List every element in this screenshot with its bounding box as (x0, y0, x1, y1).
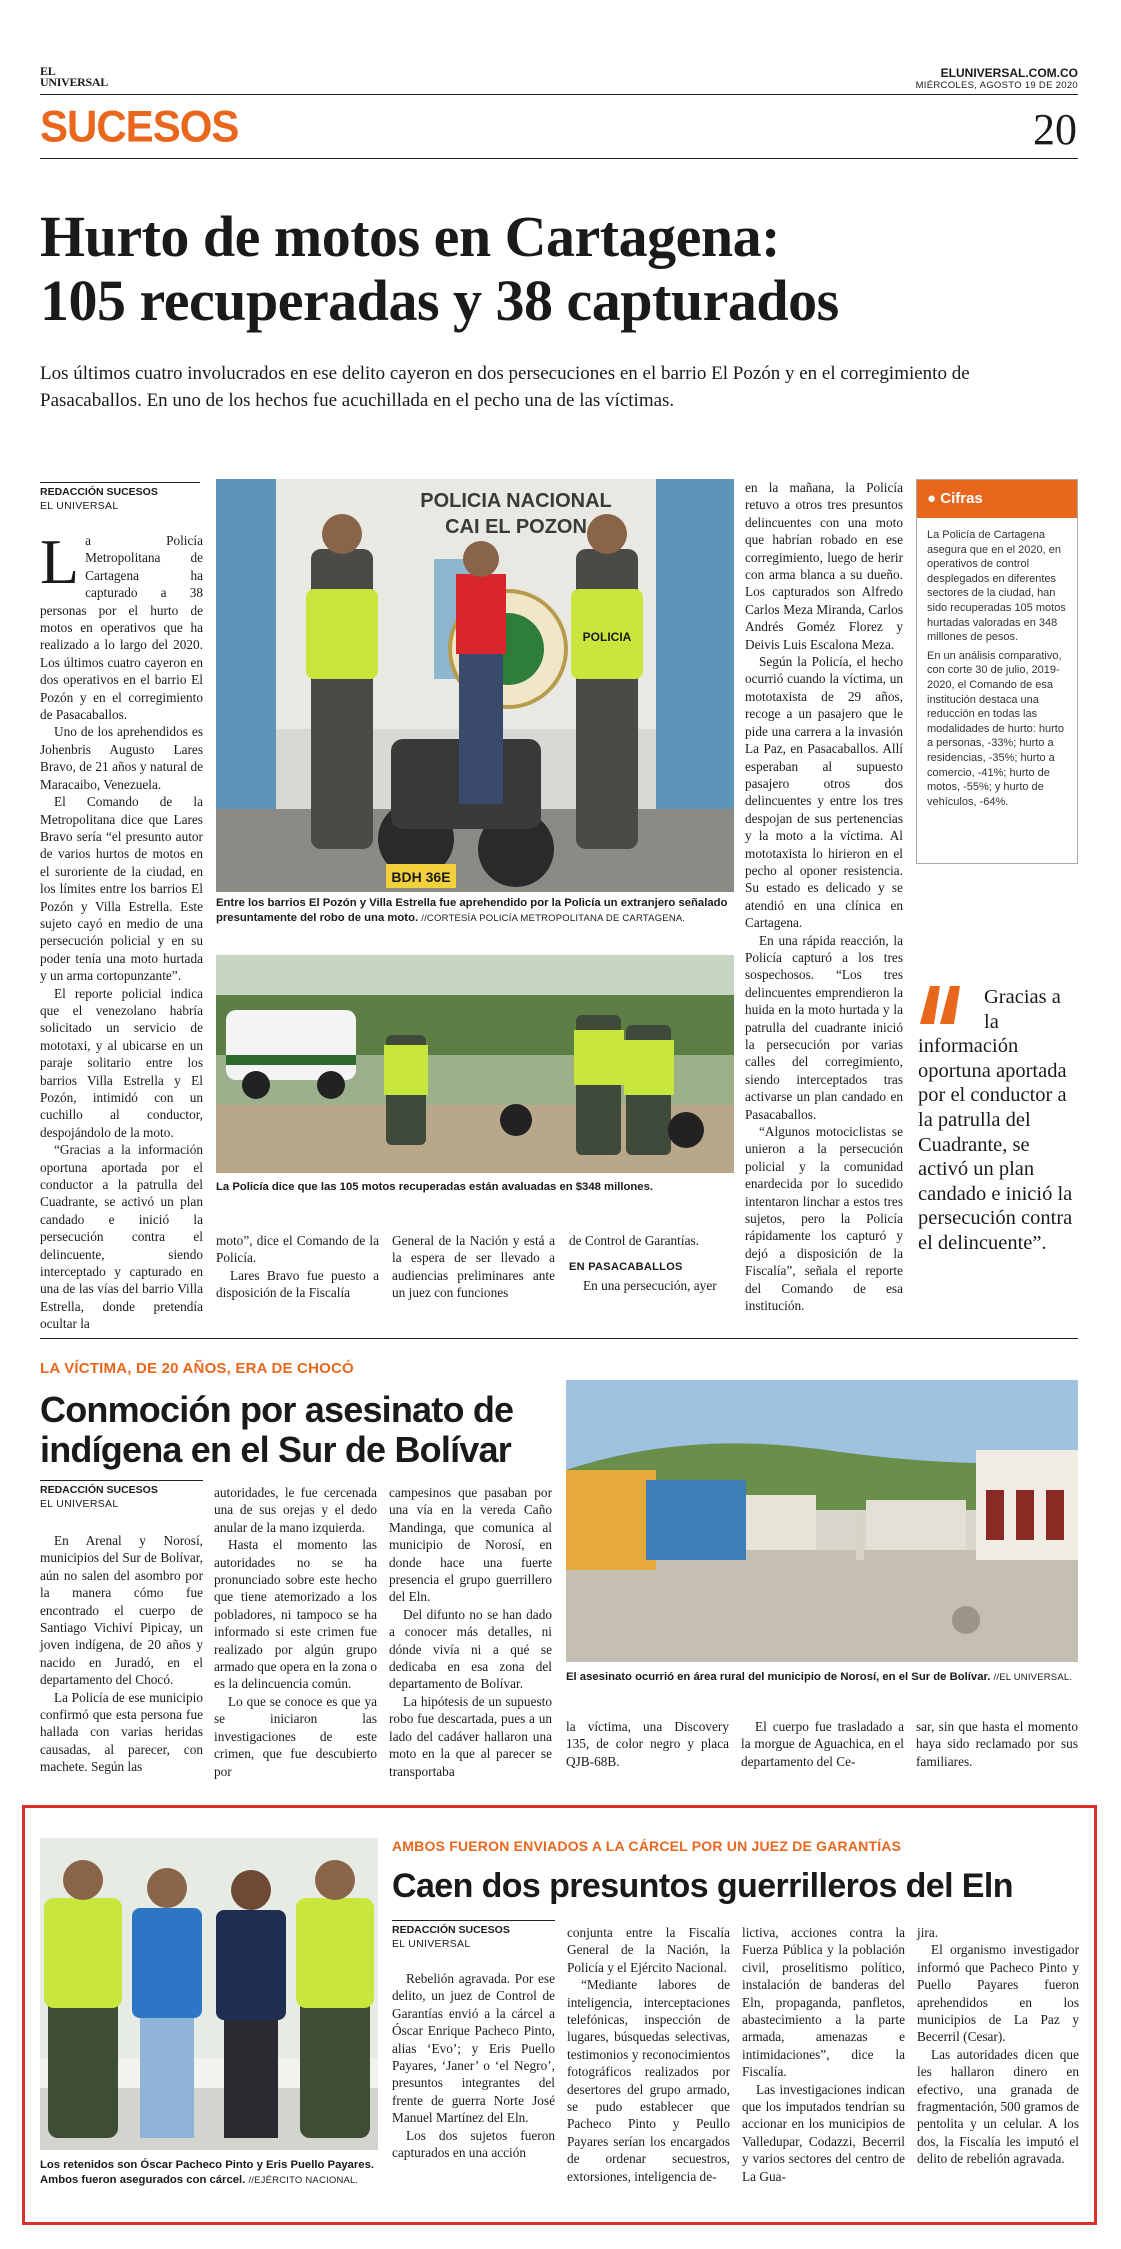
paragraph: autoridades, le fue cercenada una de sus orejas y el dedo anular de la mano izquierda. (214, 1485, 377, 1535)
site-url: ELUNIVERSAL.COM.CO (940, 66, 1078, 80)
article2-kicker: LA VÍCTIMA, DE 20 AÑOS, ERA DE CHOCÓ (40, 1360, 354, 1377)
cifras-paragraph: En un análisis comparativo, con corte 30 de julio, 2019-2020, el Comando de esa institución destaca una reducción en todas las modalidades de hurto: hurto a personas, -33%; hurto a residencias, -35%; hurto a comercio, -41%; hurto de motos, -55%; y hurto de vehículos, -64%. (927, 649, 1064, 808)
logo-line1: EL (40, 64, 56, 78)
paragraph: El Comando de la Metropolitana dice que Lares Bravo sería “el presunto autor de varios hurtos de motos en el suroriente de la ciudad, en los límites entre los barrios El Pozón y Villa Estrella. Este sujeto cayó en medio de una persecución policial y en su poder tenía una moto hurtada y un arma cortopunzante”. (40, 794, 203, 984)
article2-byline-sub: EL UNIVERSAL (40, 1498, 119, 1510)
caption-text: El asesinato ocurrió en área rural del municipio de Norosí, en el Sur de Bolívar. (566, 1671, 991, 1683)
quote-first: Gracias a la (984, 986, 1061, 1033)
paragraph: conjunta entre la Fiscalía General de la Nación, la Policía y el Ejército Nacional. (567, 1925, 730, 1975)
headline-line1: Hurto de motos en Cartagena: (40, 204, 780, 269)
section-divider (40, 1338, 1078, 1339)
article2-byline: REDACCIÓN SUCESOS (40, 1484, 158, 1496)
article3-kicker: AMBOS FUERON ENVIADOS A LA CÁRCEL POR UN JUEZ DE GARANTÍAS (392, 1838, 902, 1854)
photo-norosi-town (566, 1380, 1078, 1662)
paragraph: Lares Bravo fue puesto a disposición de la Fiscalía (216, 1267, 379, 1301)
paragraph: Rebelión agravada. Por ese delito, un juez de Control de Garantías envió a la cárcel a Óscar Enrique Pacheco Pinto, alias ‘Evo’; y Eris Puello Payares, ‘Janer’ o ‘el Negro’, presuntos integrantes del frente de guerra Norte José Manuel Martínez del Eln. (392, 1971, 555, 2126)
paragraph: El reporte policial indica que el venezolano habría solicitado un servicio de mototaxi, y al ubicarse en un paraje solitario entre los barrios Villa Estrella y El Pozón, intimidó con un cuchillo al conductor, despojándolo de la moto. (40, 985, 203, 1140)
paragraph: El cuerpo fue trasladado a la morgue de Aguachica, en el departamento del Ce- (741, 1719, 904, 1769)
paragraph: El organismo investigador informó que Pacheco Pinto y Puello Payares fueron aprehendidos en los municipios de La Paz y Becerril (Cesar). (917, 1942, 1079, 2045)
masthead-rule (40, 94, 1078, 95)
article3-column-3 (742, 1924, 905, 2185)
paragraph: “Mediante labores de inteligencia, interceptaciones telefónicas, inspección de lugares, búsquedas selectivas, testimonios y reconocimientos fotográficos realizados por desertores del grupo armado, se pudo establecer que Pacheco Pinto y Peullo Payares serían los encargados de ordenar secuestros, extorsiones, inteligencia de- (567, 1977, 730, 2184)
article3-column-1 (392, 1970, 555, 2161)
article1-byline-sub: EL UNIVERSAL (40, 500, 119, 512)
paragraph: en la mañana, la Policía retuvo a otros tres presuntos delincuentes con una moto que habrían robado en ese corregimiento, luego de herir con arma blanca a su dueño. Los capturados son Alfredo Carlos Meza Miranda, Carlos Andrés Goméz Florez y Deivis Luis Escalona Meza. (745, 480, 903, 652)
byline-rule (40, 482, 200, 483)
article2-column-4 (566, 1718, 729, 1770)
dropcap: L (40, 526, 80, 597)
page-number: 20 (1033, 105, 1077, 154)
paragraph: La hipótesis de un supuesto robo fue descartada, pues a un lado del cadáver hallaron una moto en la que al parecer se transportaba (389, 1693, 552, 1779)
caption-1 (216, 896, 734, 926)
photo-recovered-motorcycles (216, 955, 734, 1173)
caption-4 (40, 2158, 385, 2188)
paragraph: jira. (917, 1925, 939, 1940)
photo-detainees (40, 1838, 378, 2150)
paragraph: Uno de los aprehendidos es Johenbris Augusto Lares Bravo, de 21 años y natural de Maracaibo, Venezuela. (40, 724, 203, 792)
paragraph: Hasta el momento las autoridades no se ha pronunciado sobre este hecho que tiene atemorizado a los pobladores, ni tampoco se ha informado si este crimen fue realizado por algún grupo armado que opera en la zona o es la delincuencia común. (214, 1537, 377, 1692)
caption-credit: //EL UNIVERSAL. (993, 1672, 1073, 1683)
paragraph: a Policía Metropolitana de Cartagena ha capturado a 38 personas por el hurto de motos en operativos que ha realizado a lo largo del 2020. Los últimos cuatro cayeron en dos operativos en el barrio El Pozón y en el corregimiento de Pasacaballos. (40, 533, 203, 723)
paragraph: de Control de Garantías. (569, 1233, 699, 1248)
section-title: SUCESOS (40, 101, 239, 152)
paragraph: Los dos sujetos fueron capturados en una acción (392, 2127, 555, 2161)
paragraph: En Arenal y Norosí, municipios del Sur de Bolívar, aún no salen del asombro por la manera cómo fue encontrado el cuerpo de Santiago Vichiví Pipicay, un joven indígena, de 20 años y nacido en Juradó, en el departamento del Chocó. (40, 1533, 203, 1688)
paragraph: La Policía de ese municipio confirmó que esta persona fue hallada con varias heridas causadas, al parecer, con machete. Según las (40, 1689, 203, 1775)
headline-line2: indígena en el Sur de Bolívar (40, 1429, 511, 1470)
caption-text: Entre los barrios El Pozón y Villa Estrella fue aprehendido por la Policía un extranjero señalado presuntamente del robo de una moto. (216, 897, 728, 924)
paragraph: Según la Policía, el hecho ocurrió cuando la víctima, un mototaxista de 29 años, recoge a un pasajero que le pide una carrera a la invasión La Paz, en Pasacaballos. Allí esperaban al supuesto pasajero otros dos delincuentes y entre los tres despojan de sus pertenencias y la moto a la víctima. Al mototaxista lo hirieron en el pecho al oponer resistencia. Su estado es delicado y se atendió en una clínica en Cartagena. (745, 654, 903, 931)
paragraph: campesinos que pasaban por una vía en la vereda Caño Mandinga, que comunica al municipio de Norosí, en donde hace una fuerte presencia el grupo guerrillero del Eln. (389, 1485, 552, 1605)
article3-column-2 (567, 1924, 730, 2185)
headline-line2: 105 recuperadas y 38 capturados (40, 268, 839, 333)
cifras-header (917, 480, 1077, 518)
article2-headline (40, 1390, 580, 1470)
logo-line2: UNIVERSAL (40, 75, 108, 89)
paragraph: En una persecución, ayer (583, 1277, 717, 1293)
article1-column-5 (745, 479, 903, 1314)
caption-credit: //EJÉRCITO NACIONAL. (248, 2175, 359, 2186)
cifras-box (916, 479, 1078, 864)
paragraph: moto”, dice el Comando de la Policía. (216, 1233, 379, 1266)
byline-rule (40, 1480, 203, 1481)
caption-text: Los retenidos son Óscar Pacheco Pinto y Eris Puello Payares. Ambos fueron asegurados con cárcel. (40, 2159, 375, 2186)
paragraph: sar, sin que hasta el momento haya sido reclamado por sus familiares. (916, 1719, 1078, 1769)
article2-column-6 (916, 1718, 1078, 1770)
caption-2 (216, 1180, 734, 1195)
paragraph: General de la Nación y está a la espera de ser llevado a audiencias preliminares ante un juez con funciones (392, 1233, 555, 1301)
cifras-body (917, 518, 1077, 819)
pull-quote (918, 985, 1080, 1256)
article3-byline: REDACCIÓN SUCESOS (392, 1924, 510, 1936)
article1-byline: REDACCIÓN SUCESOS (40, 486, 158, 498)
photo-plate: BDH 36E (391, 869, 451, 885)
cifras-title: Cifras (940, 490, 983, 507)
photo-sign-line1: POLICIA NACIONAL (420, 490, 612, 512)
article2-column-5 (741, 1718, 904, 1770)
paragraph: Las investigaciones indican que los imputados tendrían su accionar en los municipios de Valledupar, Codazzi, Becerril y varios sectores del centro de La Gua- (742, 2081, 905, 2184)
article2-column-1 (40, 1532, 203, 1776)
paragraph: Del difunto no se han dado a conocer más detalles, ni dónde vivía ni a qué se dedicaba en esa zona del departamento de Bolívar. (389, 1606, 552, 1692)
photo-sign-line2: CAI EL POZON (445, 516, 587, 538)
paragraph: lictiva, acciones contra la Fuerza Pública y la población civil, proselitismo político, instalación de banderas del Eln, propaganda, panfletos, abastecimiento a la parte armada, amenazas e intimidaciones”, dice la Fiscalía. (742, 1925, 905, 2080)
paragraph: “Gracias a la información oportuna aportada por el conductor a la patrulla del Cuadrante, se activó un plan candado e inició la persecución contra el delincuente, siendo interceptado y capturado en una de las vías del barrio Villa Estrella, donde pretendía ocultar la (40, 1142, 203, 1332)
byline-rule (392, 1920, 555, 1921)
caption-credit: //CORTESÍA POLICÍA METROPOLITANA DE CARTAGENA. (421, 913, 686, 924)
article3-column-4 (917, 1924, 1079, 2168)
cifras-paragraph: La Policía de Cartagena asegura que en el 2020, en operativos de control desplegados en diferentes sectores de la ciudad, han sido recuperadas 105 motos hurtadas valoradas en 348 millones de pesos. (927, 529, 1066, 644)
paragraph: En una rápida reacción, la Policía capturó a los tres sospechosos. “Los tres delincuentes emprendieron la huida en la moto hurtada y la patrulla del cuadrante inició la persecución por varias calles del corregimiento, siendo interceptados tras activarse un plan candado en Pasacaballos. (745, 932, 903, 1122)
article1-headline (40, 205, 1080, 333)
issue-date: MIÉRCOLES, AGOSTO 19 DE 2020 (915, 80, 1078, 91)
article1-column-1 (40, 526, 203, 1332)
paragraph: Lo que se conoce es que ya se iniciaron las investigaciones de este crimen, que fue descubierto por (214, 1693, 377, 1779)
article1-column-4 (569, 1232, 732, 1294)
photo-police-arrest (216, 479, 734, 892)
quote-rest: información oportuna aportada por el conductor a la patrulla del Cuadrante, se activó un plan candado e inició la persecución contra el delincuente”. (918, 1035, 1073, 1254)
caption-text: La Policía dice que las 105 motos recuperadas están avaluadas en $348 millones. (216, 1181, 654, 1193)
article3-byline-sub: EL UNIVERSAL (392, 1938, 471, 1950)
article1-dek: Los últimos cuatro involucrados en ese delito cayeron en dos persecuciones en el barrio El Pozón y en el corregimiento de Pasacaballos. En uno de los hechos fue acuchillada en el pecho una de las víctimas. (40, 363, 970, 411)
paragraph: “Algunos motociclistas se unieron a la persecución policial y la comunidad enardecida por lo sucedido intentaron linchar a estos tres sujetos, pero la Policía rápidamente los capturó y dejó a disposición de la Fiscalía”, señala el reporte del Comando de esa institución. (745, 1124, 903, 1314)
article3-headline: Caen dos presuntos guerrilleros del Eln (392, 1867, 1013, 1905)
bullet-icon: ● (927, 490, 937, 507)
paragraph: la víctima, una Discovery 135, de color negro y placa QJB-68B. (566, 1719, 729, 1769)
article1-column-2 (216, 1232, 379, 1302)
section-rule (40, 158, 1078, 159)
newspaper-logo (40, 66, 108, 88)
article2-column-2 (214, 1484, 377, 1780)
article2-column-3 (389, 1484, 552, 1780)
caption-3 (566, 1670, 1078, 1685)
subhead: EN PASACABALLOS (569, 1261, 683, 1274)
headline-line1: Conmoción por asesinato de (40, 1389, 514, 1430)
photo-vest-label: POLICIA (582, 630, 632, 644)
paragraph: Las autoridades dicen que les hallaron dinero en efectivo, una granada de fragmentación, 500 gramos de pentolita y un celular. A los dos, la Fiscalía les imputó el delito de rebelión agravada. (917, 2046, 1079, 2167)
article1-column-3 (392, 1232, 555, 1302)
